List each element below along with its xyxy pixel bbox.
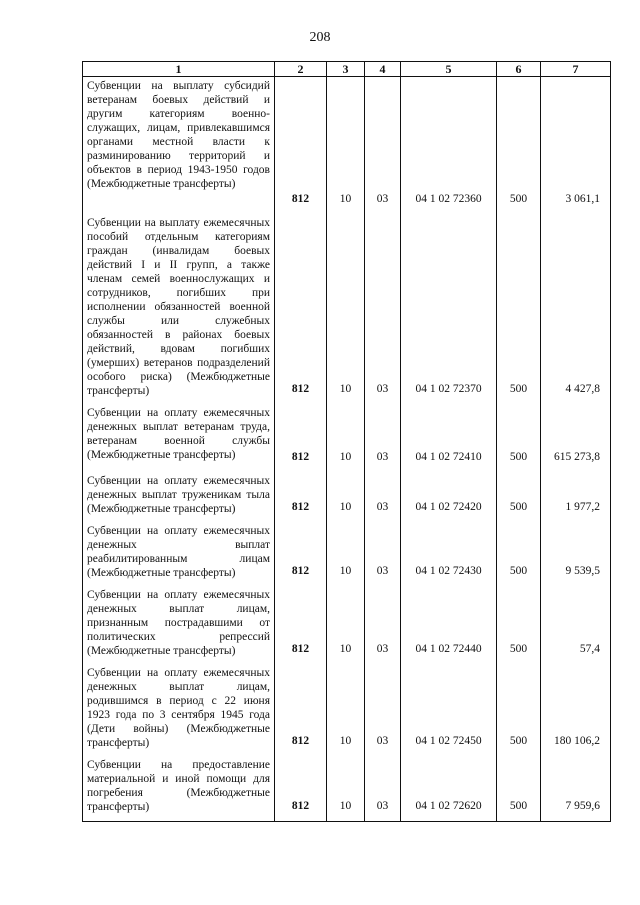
header-col-2: 2 <box>275 62 327 77</box>
row-target-code: 04 1 02 72420 <box>401 472 497 522</box>
header-col-5: 5 <box>401 62 497 77</box>
header-col-3: 3 <box>327 62 365 77</box>
row-amount: 1 977,2 <box>541 472 611 522</box>
table-row <box>83 756 611 822</box>
row-ministry-code: 812 <box>275 756 327 822</box>
row-subsection-code: 03 <box>365 472 401 522</box>
row-expense-type: 500 <box>497 214 541 404</box>
row-description: Субвенции на выплату ежемесячных пособий отдельным категориям граждан (инвалидам боевых действий I и II групп, а также членам семей военнослужащих и сотрудников, погибших при исполнении обязанностей военной службы или служебных обязанностей в районах боевых действий, вдовам погибших (умерших) ветеранов подразделений особого риска) (Межбюджетные трансферты) <box>83 214 275 404</box>
header-row <box>83 62 611 77</box>
row-amount: 57,4 <box>541 586 611 664</box>
row-description: Субвенции на оплату ежемесячных денежных выплат труженикам тыла (Межбюджетные трансферты) <box>83 472 275 522</box>
row-amount: 9 539,5 <box>541 522 611 586</box>
header-col-6: 6 <box>497 62 541 77</box>
table-row <box>83 472 611 522</box>
row-target-code: 04 1 02 72620 <box>401 756 497 822</box>
row-target-code: 04 1 02 72450 <box>401 664 497 756</box>
row-ministry-code: 812 <box>275 404 327 472</box>
row-amount: 180 106,2 <box>541 664 611 756</box>
row-subsection-code: 03 <box>365 756 401 822</box>
row-description: Субвенции на оплату ежемесячных денежных выплат лицам, родившимся в период с 22 июня 1923 года по 3 сентября 1945 года (Дети войны) (Межбюджетные трансферты) <box>83 664 275 756</box>
page-number: 208 <box>309 30 331 45</box>
row-section-code: 10 <box>327 664 365 756</box>
table-row <box>83 77 611 214</box>
row-subsection-code: 03 <box>365 77 401 214</box>
table-row <box>83 522 611 586</box>
row-amount: 615 273,8 <box>541 404 611 472</box>
row-expense-type: 500 <box>497 586 541 664</box>
row-ministry-code: 812 <box>275 664 327 756</box>
row-section-code: 10 <box>327 522 365 586</box>
row-subsection-code: 03 <box>365 214 401 404</box>
row-description: Субвенции на оплату ежемесячных денежных выплат ветеранам труда, ветеранам военной службы (Межбюджетные трансферты) <box>83 404 275 472</box>
row-subsection-code: 03 <box>365 522 401 586</box>
row-target-code: 04 1 02 72440 <box>401 586 497 664</box>
row-subsection-code: 03 <box>365 664 401 756</box>
row-expense-type: 500 <box>497 404 541 472</box>
row-target-code: 04 1 02 72370 <box>401 214 497 404</box>
table-row <box>83 214 611 404</box>
row-expense-type: 500 <box>497 664 541 756</box>
header-col-7: 7 <box>541 62 611 77</box>
row-target-code: 04 1 02 72430 <box>401 522 497 586</box>
row-section-code: 10 <box>327 77 365 214</box>
table-row <box>83 404 611 472</box>
row-target-code: 04 1 02 72360 <box>401 77 497 214</box>
row-description: Субвенции на оплату ежемесячных денежных выплат реабилитированным лицам (Межбюджетные трансферты) <box>83 522 275 586</box>
row-amount: 4 427,8 <box>541 214 611 404</box>
row-expense-type: 500 <box>497 77 541 214</box>
row-amount: 3 061,1 <box>541 77 611 214</box>
row-section-code: 10 <box>327 472 365 522</box>
row-ministry-code: 812 <box>275 522 327 586</box>
row-section-code: 10 <box>327 214 365 404</box>
row-section-code: 10 <box>327 756 365 822</box>
row-section-code: 10 <box>327 404 365 472</box>
header-col-1: 1 <box>83 62 275 77</box>
row-ministry-code: 812 <box>275 586 327 664</box>
row-description: Субвенции на оплату ежемесячных денежных выплат лицам, признанным пострадавшими от политических репрессий (Межбюджетные трансферты) <box>83 586 275 664</box>
table-row <box>83 664 611 756</box>
row-ministry-code: 812 <box>275 214 327 404</box>
row-description: Субвенции на предоставление материальной и иной помощи для погребения (Межбюджетные трансферты) <box>83 756 275 822</box>
row-subsection-code: 03 <box>365 586 401 664</box>
table-row <box>83 586 611 664</box>
row-ministry-code: 812 <box>275 472 327 522</box>
row-ministry-code: 812 <box>275 77 327 214</box>
row-expense-type: 500 <box>497 472 541 522</box>
header-col-4: 4 <box>365 62 401 77</box>
row-section-code: 10 <box>327 586 365 664</box>
row-expense-type: 500 <box>497 756 541 822</box>
row-subsection-code: 03 <box>365 404 401 472</box>
row-description: Субвенции на выплату субсидий ветеранам боевых действий и другим категориям военно-служащих, лицам, привлекавшимся органами местной власти к разминированию территорий и объектов в период 1943-1950 годов (Межбюджетные трансферты) <box>83 77 275 214</box>
row-expense-type: 500 <box>497 522 541 586</box>
row-target-code: 04 1 02 72410 <box>401 404 497 472</box>
row-amount: 7 959,6 <box>541 756 611 822</box>
budget-table <box>82 61 611 822</box>
